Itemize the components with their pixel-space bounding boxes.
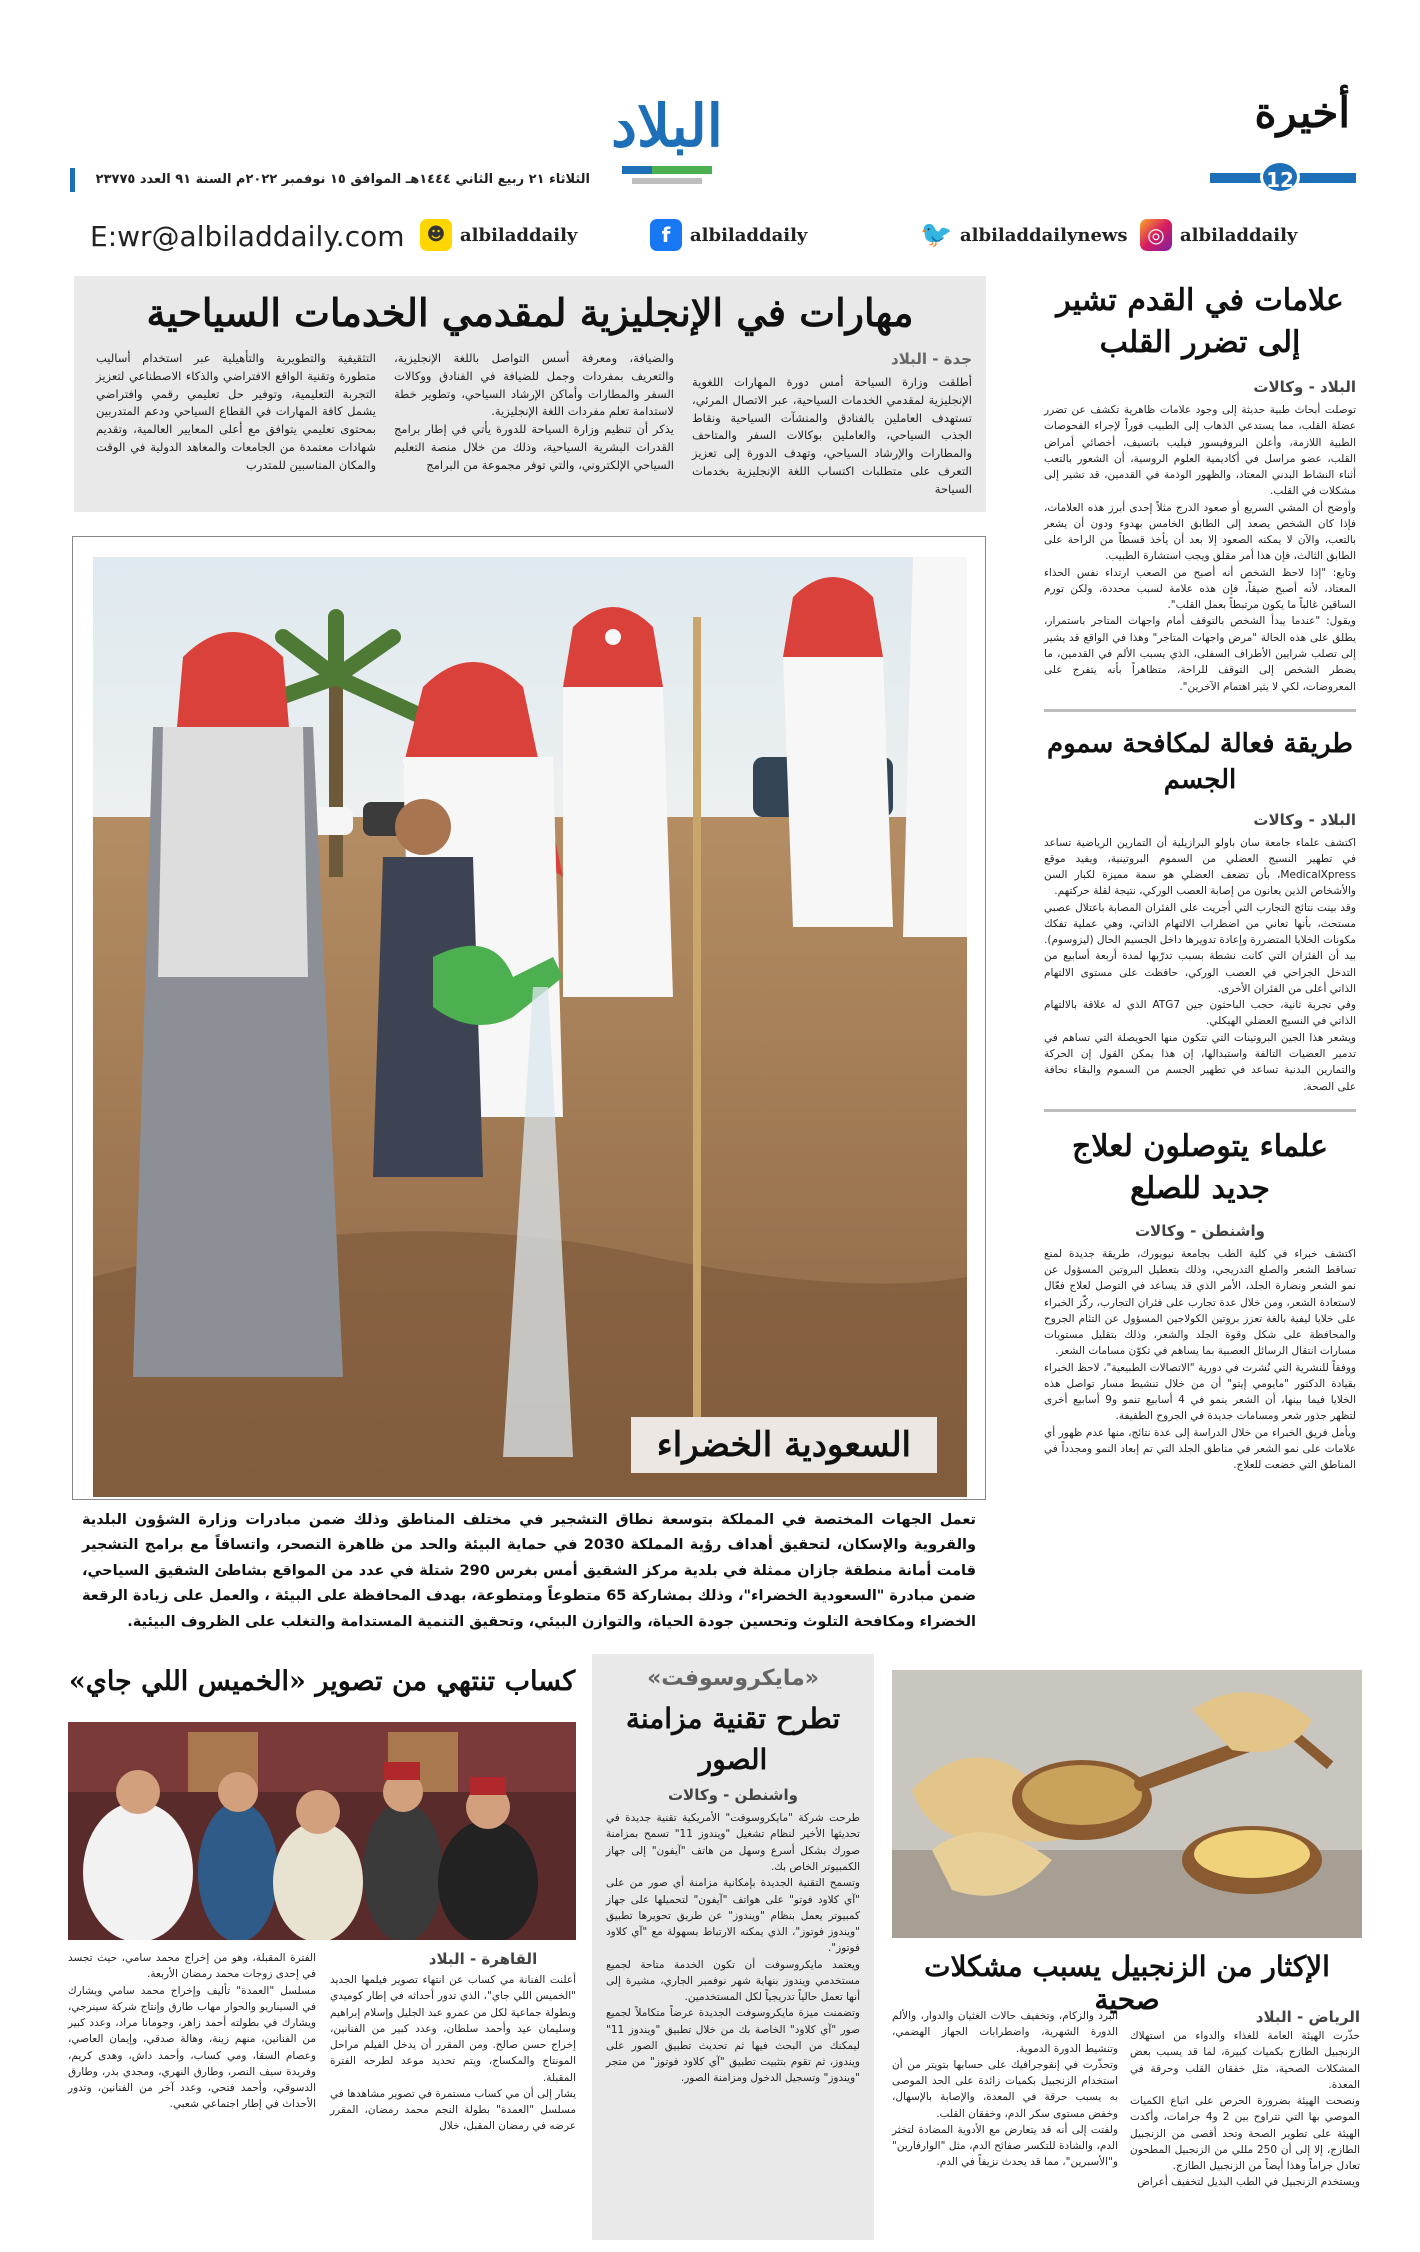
ginger-photo bbox=[892, 1670, 1362, 1938]
article-body: طرحت شركة "مايكروسوفت" الأمريكية تقنية جديدة في تحديثها الأخير لنظام تشغيل "ويندوز 11" تسمح بمزامنة صورك بشكل أسرع وسهل من هاتف "آيفون" إلى جهاز الكمبيوتر الخاص بك. وتسمح التقنية الجديدة بإمكانية مزامنة أي صور من على "آي كلاود فوتو" على هواتف "آيفون" لتحميلها على جهاز كمبيوتر يعمل بنظام "ويندوز" عن طريق تحويرها تطبيق "ويندوز فوتوز"، الذي يمكنه الارتباط بسهولة مع "آي كلاود فوتوز". ويعتمد مايكروسوفت أن تكون الخدمة متاحة لجميع مستخدمي ويندوز بنهاية شهر نوفمبر الجاري، مشيرة إلى أنها تعمل حالياً تدريجياً لكل المستخدمين. وتضمنت ميزة مايكروسوفت الجديدة عرضاً متكاملاً لجميع صور "آي كلاود" الخاصة بك من خلال تطبيق "ويندوز 11" ليمكنك من البحث فيها ثم تحديث تطبيق الصور على ويندوز، ثم تقوم بتثبيت تطبيق "آي كلاود فوتوز" من متجر "ويندوز" وتسجيل الدخول ومزامنة الصور. bbox=[606, 1812, 860, 2085]
twitter-handle: albiladdailynews bbox=[960, 224, 1128, 246]
page-number-marker bbox=[1210, 160, 1356, 194]
twitter-icon: 🐦 bbox=[920, 220, 953, 250]
snapchat-handle: albiladdaily bbox=[460, 224, 578, 246]
tree-planting-illustration bbox=[93, 557, 967, 1497]
social-facebook[interactable] bbox=[650, 220, 807, 250]
ginger-byline: الرياض - البلاد bbox=[1255, 2008, 1360, 2026]
instagram-icon: ◎ bbox=[1140, 219, 1172, 251]
comedy-column: أعلنت الفنانة مي كساب عن انتهاء تصوير فيلمها الجديد "الخميس اللي جاي"، الذي تدور أحداثه في إطار كوميدي وبطولة جماعية لكل من عمرو عبد الجليل وإسلام إبراهيم وسليمان عيد وأحمد سلطان، وعدد كبير من الفنانين، إخراج حسن صالح. ومن المقرر أن يدخل الفيلم مراحل المونتاج والمكساج، ويتم تحديد موعد لطرحه الفترة المقبلة. يشار إلى أن مي كساب مستمرة في تصوير مشاهدها في مسلسل "العمدة" بطولة النجم محمد رمضان، المقرر عرضه في رمضان المقبل، خلال bbox=[330, 1974, 576, 2133]
logo-text: البلاد bbox=[611, 92, 723, 160]
newspaper-logo bbox=[592, 92, 742, 184]
article-column: والضيافة، ومعرفة أسس التواصل باللغة الإنجليزية، والتعريف بمفردات وجمل للضيافة في الفنادق ووكالات السفر والمطارات وأماكن الإرشاد السياحي، وتطوير خطة لاستدامة تعلم مفردات اللغة الإنجليزية. يذكر أن تنظيم وزارة السياحة للدورة يأتي في إطار برامج القدرات البشرية السياحية، وذلك من خلال منصة التعليم السياحي الإلكتروني، والتي توفر مجموعة من البرامج bbox=[394, 351, 674, 472]
social-instagram[interactable] bbox=[1140, 220, 1297, 250]
baldness-article bbox=[1044, 1126, 1356, 1474]
instagram-handle: albiladdaily bbox=[1180, 224, 1298, 246]
social-twitter[interactable] bbox=[920, 220, 1128, 250]
ginger-illustration bbox=[892, 1670, 1362, 1938]
article-byline: البلاد - وكالات bbox=[1253, 810, 1356, 829]
snapchat-icon: ☻ bbox=[420, 219, 452, 251]
social-bar bbox=[60, 212, 1360, 256]
divider bbox=[1044, 709, 1356, 712]
english-skills-article bbox=[74, 276, 986, 512]
article-headline: علماء يتوصلون لعلاج جديد للصلع bbox=[1071, 1128, 1329, 1206]
logo-stripe bbox=[622, 166, 652, 174]
page-number: 12 bbox=[1260, 160, 1300, 194]
article-body: توصلت أبحاث طبية حديثة إلى وجود علامات ظاهرية تكشف عن تضرر عضلة القلب، مما يستدعي الذهاب إلى الطبيب فوراً لإجراء الفحوصات الطبية اللازمة، وأعلن البروفيسور فيليب باتسيف، أخصائي أمراض القلب، عضو مراسل في أكاديمية العلوم الروسية، أن الشعور بالتعب أثناء النشاط البدني المعتاد، والظهور الوذمة في القدمين، قد تشير إلى مشكلات في القلب. وأوضح أن المشي السريع أو صعود الدرج مثلاً إحدى أبرز هذه العلامات، فإذا كان الشخص يصعد إلى الطابق الخامس بهدوء ودون أن يشعر بالتعب، والآن لا يمكنه الصعود إلا بعد أن يأخذ قسطاً من الراحة على الطابق الثالث، فإن هذا أمر مقلق ويجب استشارة الطبيب. وتابع: "إذا لاحظ الشخص أنه أصبح من الصعب ارتداء نفس الحذاء المعتاد، لأنه أصبح ضيقاً، فإن هذه علامة لسبب محددة، ولكن تورم الساقين غالباً ما يكون مرتبطاً بعمل القلب". ويقول: "عندما يبدأ الشخص بالتوقف أمام واجهات المتاجر باستمرار، يطلق على هذه الحالة "مرض واجهات المتاجر" وهذا في الواقع قد يشير إلى تصلب شرايين الأطراف السفلى، الذي يسبب الألم في القدمين، ما يضطر الشخص إلى التوقف للراحة، متظاهراً بأنه يتفرج على المعروضات، لكي لا يثير اهتمام الآخرين". bbox=[1044, 404, 1356, 693]
article-byline: واشنطن - وكالات bbox=[1134, 1221, 1266, 1240]
ginger-headline: الإكثار من الزنجبيل يسبب مشكلات صحية bbox=[924, 1950, 1330, 2016]
logo-stripe bbox=[652, 166, 712, 174]
logo-stripe bbox=[632, 178, 702, 184]
photo-label: السعودية الخضراء bbox=[631, 1417, 937, 1473]
article-byline: واشنطن - وكالات bbox=[667, 1786, 799, 1805]
tree-planting-photo bbox=[93, 557, 967, 1497]
email-address[interactable]: E:wr@albiladdaily.com bbox=[90, 220, 405, 253]
article-headline: طريقة فعالة لمكافحة سموم الجسم bbox=[1046, 728, 1353, 796]
ginger-column: حذّرت الهيئة العامة للغذاء والدواء من استهلاك الزنجبيل الطازج بكميات كبيرة، لما قد يسبب بعض المشكلات الصحية، مثل خفقان القلب وحرقة في المعدة. ونصحت الهيئة بضرورة الحرص على اتباع الكميات الموصي بها التي تتراوح بين 2 و4 جرامات، وأكدت الهيئة على تطوير الصحة وتحد أقصى من الزنجبيل الطازج، إلا إلى أن 250 مللي من الزنجبيل المطحون تعادل جراماً وهذا أيضاً من الزنجبيل الطازج. ويستخدم الزنجبيل في الطب البديل لتخفيف أعراض bbox=[1130, 2030, 1361, 2189]
right-column bbox=[1044, 280, 1356, 1474]
social-snapchat[interactable] bbox=[420, 220, 577, 250]
article-headline: علامات في القدم تشير إلى تضرر القلب bbox=[1056, 283, 1344, 360]
comedy-byline: القاهرة - البلاد bbox=[428, 1950, 538, 1968]
date-line: الثلاثاء ٢١ ربيع الثاني ١٤٤٤هـ الموافق ١٥ نوفمبر ٢٠٢٢م السنة ٩١ العدد ٢٣٧٧٥ bbox=[70, 168, 590, 192]
comedy-headline: كساب تنتهي من تصوير «الخميس اللي جاي» bbox=[68, 1666, 576, 1697]
facebook-handle: albiladdaily bbox=[690, 224, 808, 246]
article-byline: البلاد - وكالات bbox=[1253, 378, 1356, 396]
toxins-article bbox=[1044, 726, 1356, 1095]
article-headline: تطرح تقنية مزامنة الصور bbox=[625, 1702, 841, 1776]
microsoft-article bbox=[592, 1654, 874, 2240]
article-byline: جدة - البلاد bbox=[891, 350, 972, 368]
ginger-column: البرد والزكام، وتخفيف حالات الغثيان والدوار، والألم الدورة الشهرية، واضطرابات الجهاز الهضمي، وتنشيط الدورة الدموية. وتحذّرت في إنفوجرافيك على حسابها بتويتر من أن استخدام الزنجبيل بكميات زائدة على الحد الموصى به يسبب حرقة في المعدة، والإصابة بالإسهال، وخفض مستوى سكر الدم، وخفقان القلب. ولفتت إلى أنه قد يتعارض مع الأدوية المضادة لتخثر الدم، والشادة للتكسر صفائح الدم، مثل "الوارفارين" و"الأسبرين"، مما قد يحدث نزيفاً في الدم. bbox=[892, 2010, 1118, 2169]
article-body: اكتشف علماء جامعة سان باولو البرازيلية أن التمارين الرياضية تساعد في تطهير النسيج العضلي من السموم البروتينية، ويفيد موقع MedicalXpress، بأن تضعف العضلي هو سمة مميزة لكبار السن والأشخاص الذين يعانون من إصابة العصب الوركي، نتيجة لقلة حركتهم. وقد بينت نتائج التجارب التي أجريت على الفئران المصابة باعتلال عصبي مستحث، بأنها تعاني من اضطراب الالتهام الذاتي، وهي عملية تفكك مكونات الخلايا المتضررة وإعادة تدويرها داخل الجسيم الحال (ليزوسوم). بيد أن الفئران التي كانت نشطة بسبب تدرّبها لمدة أربعة أسابيع من التدخل الجراحي في العصب الوركي، حافظت على مستوى الالتهام الذاتي أعلى من الفئران الأخرى. وفي تجربة ثانية، حجب الباحثون جين ATG7 الذي له علاقة بالالتهام الذاتي في النسيج العضلي الهيكلي. ويشعر هذا الجين البروتينات التي تتكون منها الحويصلة التي تساهم في تدمير العضيات التالفة واستبدالها، إن هذا يمكن القول إن الحركة والتمارين البدنية تساعد في تطهير الجسم من السموم والبقاء نحافة على الصحة. bbox=[1044, 836, 1356, 1093]
green-saudi-feature bbox=[72, 536, 986, 1500]
article-column: أطلقت وزارة السياحة أمس دورة المهارات اللغوية الإنجليزية لمقدمي الخدمات السياحية، عبر الاتصال المرئي، تستهدف العاملين بالفنادق والمنشآت السياحية ونقاط الجذب السياحي، والعاملين بوكالات السفر والمتاحف والمطارات والإرشاد السياحي، وتهدف الدورة إلى تعزيز التعرف على متطلبات اكتساب اللغة الإنجليزية بخدمات السياحة bbox=[692, 375, 972, 496]
article-body: اكتشف خبراء في كلية الطب بجامعة نيويورك، طريقة جديدة لمنع تساقط الشعر والصلع التدريجي، وذلك بتعطيل البروتين المسؤول عن نمو الشعر ونضارة الجلد، الأمر الذي قد يساعد في التوصل لعلاج فعّال لاستعادة الشعر، ومن خلال عدة تجارب على فئران التجارب، ركّز الخبراء على خلايا ليفية بالغة تعزز بروتين الكولاجين المسؤول عن التئام الجروح والمحافظة على شكل وقوة الجلد والشعر، وذلك بتقليل مستويات مسارات انتقال الرسائل العصبية بما يساهم في تكوّن مسامات الشعر. ووفقاً للنشرية التي نُشرت في دورية "الاتصالات الطبيعية"، لاحظ الخبراء بقيادة الدكتور "مايومي إيتو" أن من خلال تنشيط مسار تواصل هذه الخلايا فيما بينها، أن الشعر ينمو في 4 أسابيع تنمو و9 أسابيع أخرى لتظهر جذور شعر ومسامات جديدة في الجروح الطفيفة. ويأمل فريق الخبراء من خلال الدراسة إلى عدة نتائج، منها عدم ظهور أي علامات على نمو الشعر في مناطق الجلد التي تم إبعاد النمو ومجدداً في المناطق التي خضعت للعلاج. bbox=[1044, 1247, 1356, 1472]
section-title: أخيرة bbox=[1254, 88, 1350, 137]
film-cast-photo bbox=[68, 1722, 576, 1940]
article-headline: مهارات في الإنجليزية لمقدمي الخدمات السياحية bbox=[146, 290, 914, 335]
comedy-column: الفترة المقبلة، وهو من إخراج محمد سامي، حيث تجسد في إحدى زوجات محمد رمضان الأربعة. مسلسل "العمدة" تأليف وإخراج محمد سامي ويشارك في السيناريو والحوار مهاب طارق وإنتاج شركة سينرجي، ويشارك في بطولته أحمد زاهر، وجومانا مراد، وعدد كبير من الفنانين، منهم زينة، وهالة صدقي، وإيمان العاصي، وعصام السقا، ومي كساب، وأحمد داش، وهدى كريم، وفريدة سيف النصر، وطارق النهري، ومجدي بدر، وطارق الدسوقي، وأحمد فتحي، وعدد آخر من الفنانين، وتدور الأحداث في إطار اجتماعي شعبي. bbox=[68, 1952, 316, 2111]
divider bbox=[1044, 1109, 1356, 1112]
article-column: التثقيفية والتطويرية والتأهيلية عبر استخدام أساليب متطورة وتقنية الواقع الافتراضي والذكاء الاصطناعي لتعزيز التجربة التعليمية، وتوفير حل تعليمي رقمي وافتراضي يشمل كافة المهارات في القطاع السياحي ودعم المتدربين بمحتوى تعليمي يتوافق مع أعلى المعايير العالمية، وتقديم شهادات معتمدة من الجامعات والمعاهد الدولية في الوقت والمكان المناسبين للمتدرب bbox=[96, 351, 376, 472]
feature-caption-text: تعمل الجهات المختصة في المملكة بتوسعة نطاق التشجير في مختلف المناطق وذلك ضمن مبادرات وزارة الشؤون البلدية والقروية والإسكان، لتحقيق أهداف رؤية المملكة 2030 في حماية البيئة والحد من ظاهرة التصحر، واتساقاً مع برامج التشجير قامت أمانة منطقة جازان ممثلة في بلدية مركز الشقيق أمس بغرس 290 شتلة في عدد من المواقع بشاطئ الشقيق السياحي، ضمن مبادرة "السعودية الخضراء"، وذلك بمشاركة 65 متطوعاً ومتطوعة، بهدف المحافظة على البيئة ، والعمل على زيادة الرقعة الخضراء ومكافحة التلوث وتحسين جودة الحياة، والتوازن البيئي، وتحقيق التنمية المستدامة والتغلب على الظروف البيئية. bbox=[82, 1512, 976, 1630]
heart-foot-article bbox=[1044, 280, 1356, 695]
article-kicker: «مايكروسوفت» bbox=[647, 1666, 819, 1691]
film-cast-illustration bbox=[68, 1722, 576, 1940]
facebook-icon: f bbox=[650, 219, 682, 251]
